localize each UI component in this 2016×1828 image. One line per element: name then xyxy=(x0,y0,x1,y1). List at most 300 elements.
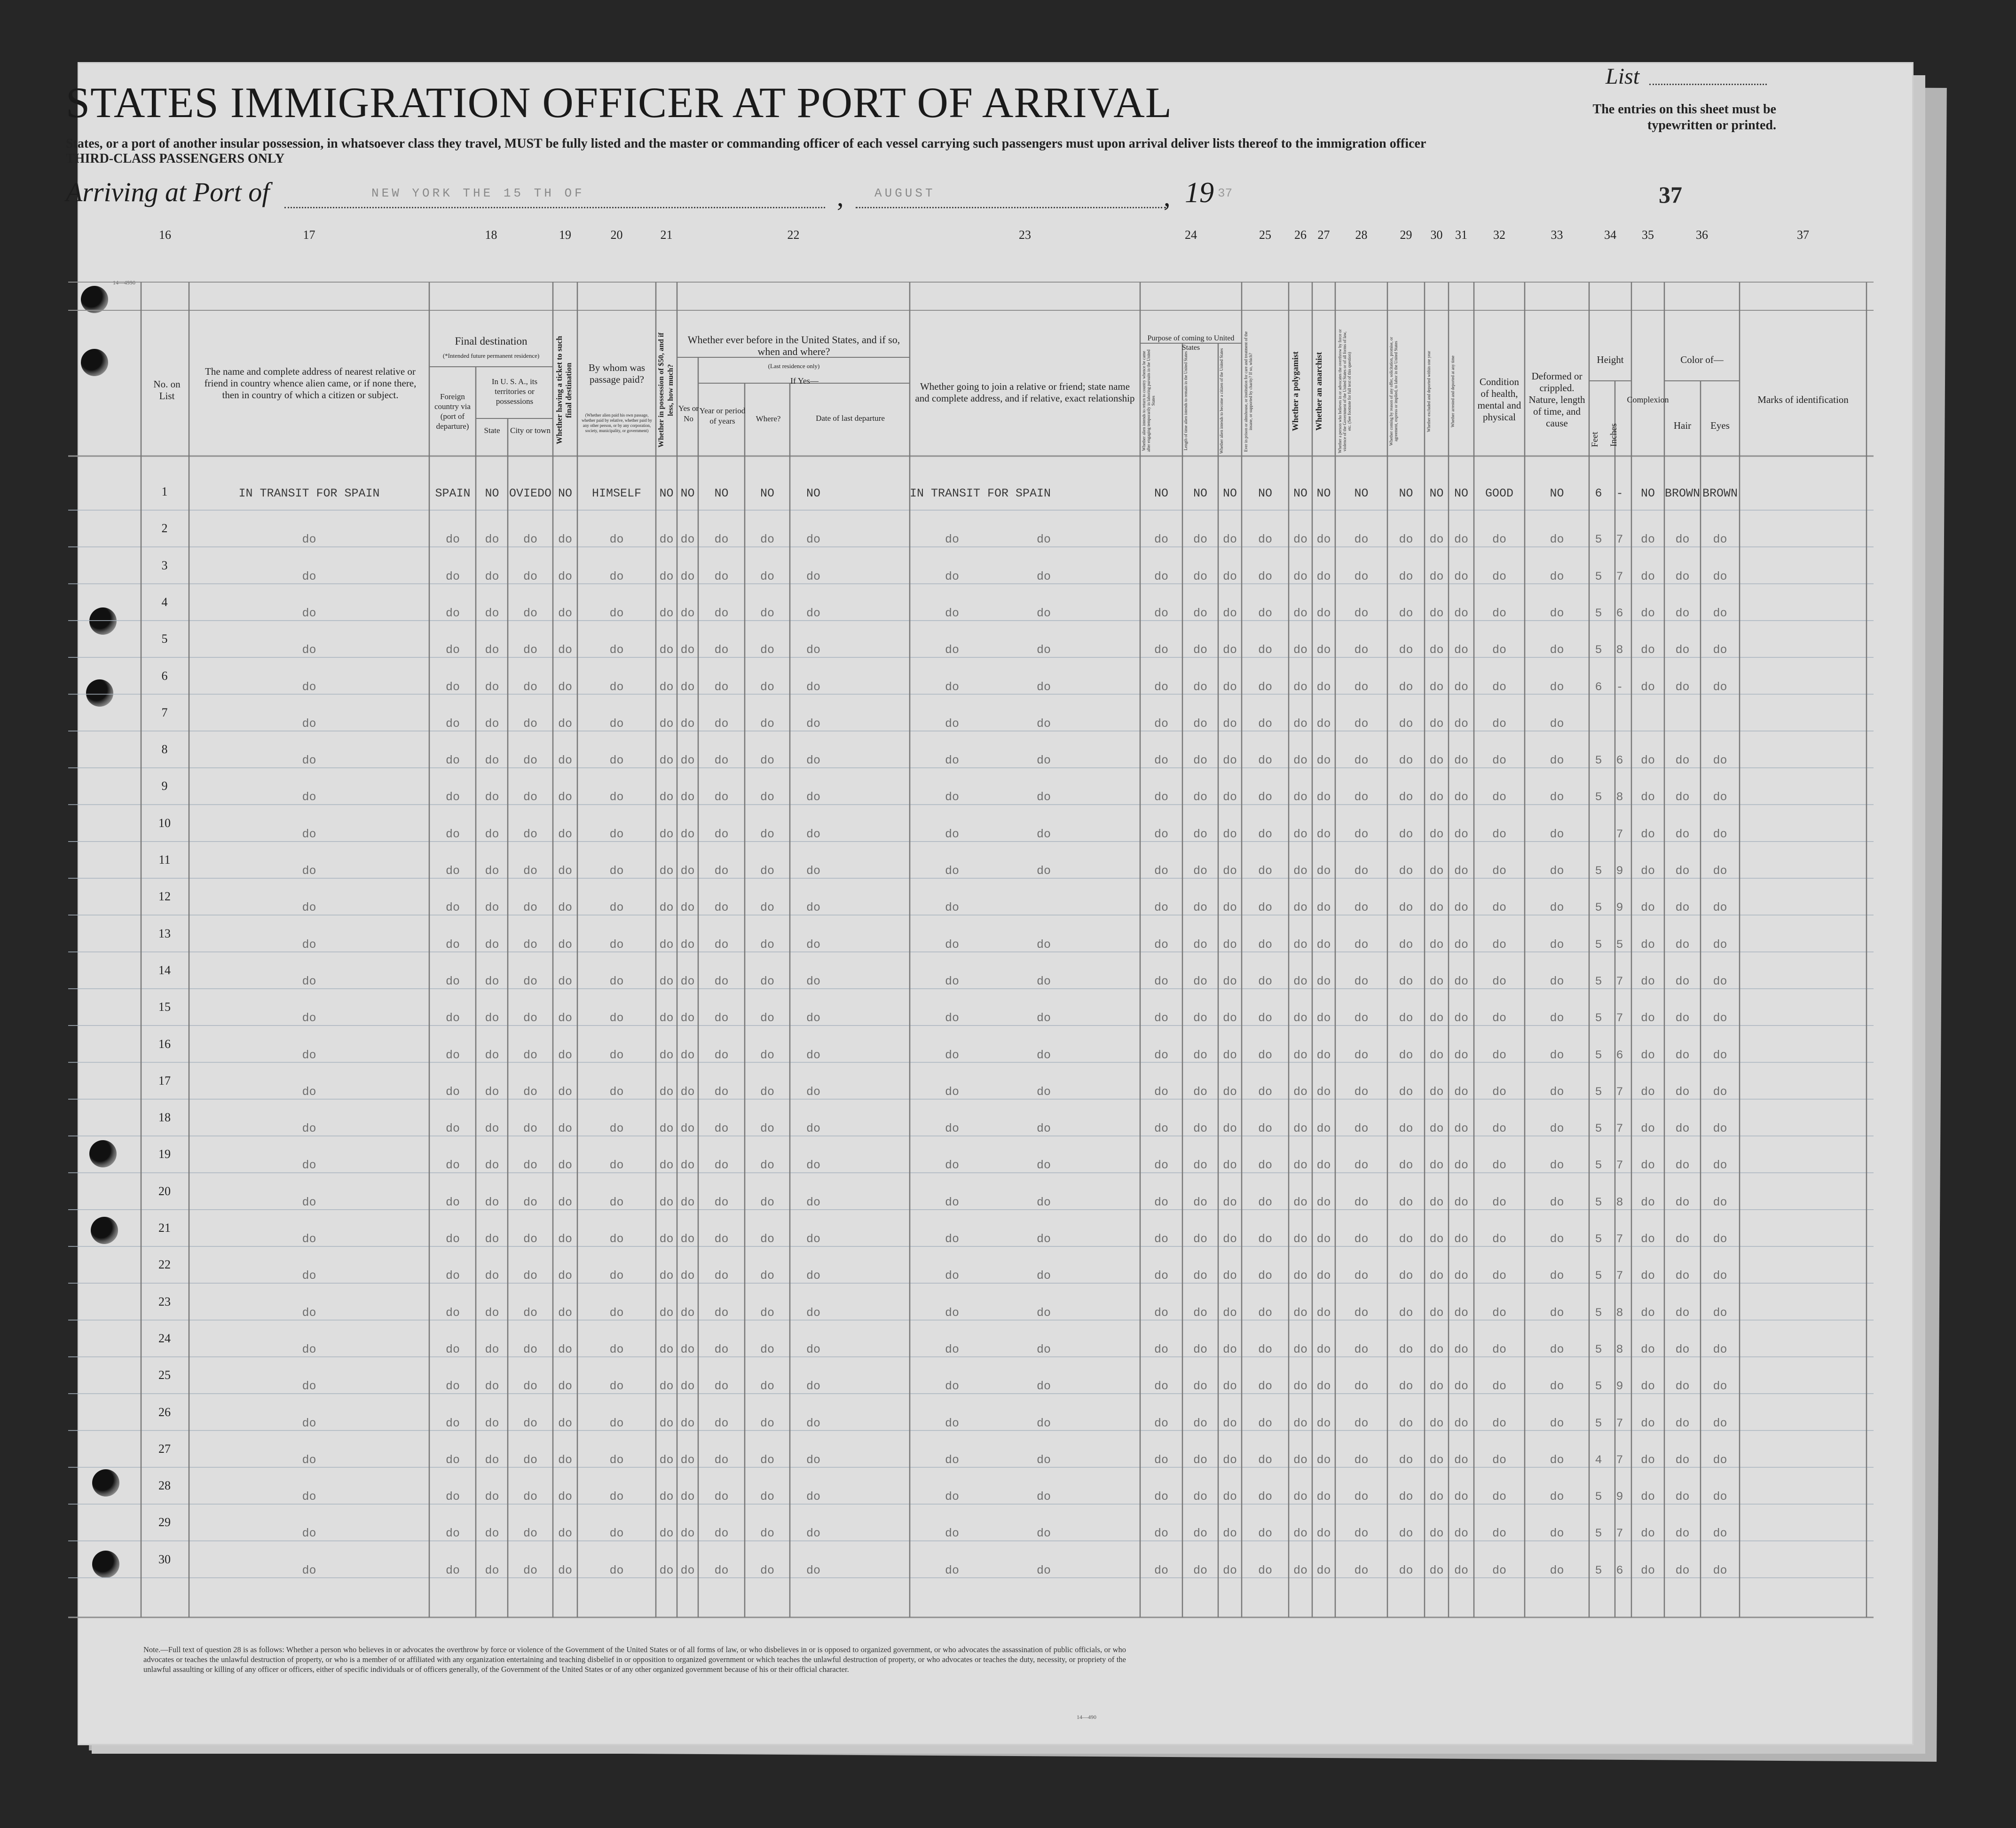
cell-deform: do xyxy=(1550,1158,1564,1173)
cell-join: do xyxy=(945,643,959,657)
cell-poly: do xyxy=(1293,1416,1307,1430)
cell-cond: do xyxy=(1492,533,1506,547)
cell-q30: do xyxy=(1429,1453,1444,1467)
cell-state: do xyxy=(485,1490,499,1504)
cell-join2: do xyxy=(1036,1011,1051,1025)
col-number: 22 xyxy=(787,228,800,242)
cell-ticket: do xyxy=(558,1048,572,1062)
cell-complexion: do xyxy=(1640,938,1655,952)
cell-eyes: do xyxy=(1713,1232,1727,1246)
cell-yn: do xyxy=(680,680,695,694)
cell-year: do xyxy=(714,938,729,952)
cell-passage: do xyxy=(609,1195,624,1209)
cell-prison: do xyxy=(1258,1306,1272,1320)
cell-p1: do xyxy=(1154,1122,1168,1136)
cell-relative: do xyxy=(302,974,316,988)
cell-anarch: do xyxy=(1316,1269,1331,1283)
cell-year: do xyxy=(714,569,729,583)
cell-q29: do xyxy=(1399,1416,1413,1430)
cell-q30: do xyxy=(1429,827,1444,841)
cell-state: do xyxy=(485,569,499,583)
port-value: NEW YORK THE 15 TH OF xyxy=(371,186,585,200)
cell-relative: do xyxy=(302,754,316,768)
cell-p3: NO xyxy=(1222,487,1237,500)
cell-passage: do xyxy=(609,1269,624,1283)
cell-eyes: do xyxy=(1713,1158,1727,1173)
cell-date: do xyxy=(806,1342,820,1356)
cell-hair: do xyxy=(1675,569,1690,583)
cell-hair: BROWN xyxy=(1664,487,1700,500)
cell-foreign: do xyxy=(445,1011,460,1025)
cell-p3: do xyxy=(1222,1453,1237,1467)
cell-q28: do xyxy=(1354,790,1369,804)
cell-relative: do xyxy=(302,717,316,731)
cell-complexion: do xyxy=(1640,1379,1655,1394)
cell-year: do xyxy=(714,1195,729,1209)
row-number: 25 xyxy=(158,1368,171,1382)
cell-city: do xyxy=(523,1306,537,1320)
cell-state: do xyxy=(485,680,499,694)
col-number: 18 xyxy=(485,228,497,242)
cell-deform: do xyxy=(1550,1416,1564,1430)
cell-deform: do xyxy=(1550,606,1564,620)
cell-state: do xyxy=(485,1195,499,1209)
cell-feet: 5 xyxy=(1595,533,1602,547)
cell-passage: do xyxy=(609,1011,624,1025)
cell-ticket: do xyxy=(558,1158,572,1173)
cell-p2: do xyxy=(1193,1342,1207,1356)
cell-yn: do xyxy=(680,1342,695,1356)
cell-city: do xyxy=(523,1269,537,1283)
cell-eyes: do xyxy=(1713,938,1727,952)
header-yes-no: Yes or No xyxy=(678,404,699,423)
cell-p2: do xyxy=(1193,1453,1207,1467)
cell-foreign: do xyxy=(445,754,460,768)
cell-anarch: do xyxy=(1316,1379,1331,1394)
col-number: 20 xyxy=(610,228,623,242)
cell-inches: - xyxy=(1616,487,1623,500)
cell-complexion: do xyxy=(1640,1011,1655,1025)
cell-q30: do xyxy=(1429,1563,1444,1577)
cell-cond: do xyxy=(1492,1306,1506,1320)
cell-q31: do xyxy=(1454,1342,1468,1356)
cell-q31: do xyxy=(1454,1085,1468,1099)
cell-complexion: do xyxy=(1640,606,1655,620)
cell-where: do xyxy=(760,1306,774,1320)
cell-complexion: do xyxy=(1640,901,1655,915)
cell-join2: do xyxy=(1036,680,1051,694)
year-value: 37 xyxy=(1218,186,1233,200)
cell-year: do xyxy=(714,1527,729,1541)
cell-fifty: do xyxy=(659,1306,674,1320)
cell-year: do xyxy=(714,1011,729,1025)
cell-foreign: do xyxy=(445,1379,460,1394)
cell-inches: 6 xyxy=(1616,754,1623,768)
cell-where: do xyxy=(760,1195,774,1209)
cell-cond: do xyxy=(1492,790,1506,804)
cell-q31: do xyxy=(1454,606,1468,620)
cell-q31: do xyxy=(1454,938,1468,952)
cell-join2: do xyxy=(1036,938,1051,952)
cell-foreign: do xyxy=(445,643,460,657)
cell-state: NO xyxy=(485,487,499,500)
cell-where: NO xyxy=(760,487,774,500)
cell-q28: do xyxy=(1354,1085,1369,1099)
cell-poly: do xyxy=(1293,533,1307,547)
cell-join: do xyxy=(945,1269,959,1283)
cell-state: do xyxy=(485,1306,499,1320)
cell-p3: do xyxy=(1222,533,1237,547)
cell-poly: do xyxy=(1293,1232,1307,1246)
cell-date: do xyxy=(806,1195,820,1209)
cell-q28: do xyxy=(1354,1306,1369,1320)
cell-complexion: do xyxy=(1640,827,1655,841)
cell-deform: do xyxy=(1550,1379,1564,1394)
cell-eyes: do xyxy=(1713,1563,1727,1577)
cell-join: do xyxy=(945,1563,959,1577)
cell-relative: do xyxy=(302,1379,316,1394)
cell-date: do xyxy=(806,1048,820,1062)
cell-prison: do xyxy=(1258,754,1272,768)
cell-p1: do xyxy=(1154,643,1168,657)
cell-yn: do xyxy=(680,1563,695,1577)
cell-complexion: do xyxy=(1640,1416,1655,1430)
cell-state: do xyxy=(485,1563,499,1577)
cell-feet: 5 xyxy=(1595,1527,1602,1541)
cell-q31: do xyxy=(1454,1563,1468,1577)
cell-cond: do xyxy=(1492,974,1506,988)
cell-p1: do xyxy=(1154,1195,1168,1209)
cell-ticket: do xyxy=(558,606,572,620)
cell-q29: do xyxy=(1399,790,1413,804)
header-final-destination: Final destination xyxy=(455,335,528,347)
cell-feet: 5 xyxy=(1595,1085,1602,1099)
cell-ticket: do xyxy=(558,1490,572,1504)
cell-inches: 7 xyxy=(1616,1011,1623,1025)
cell-passage: do xyxy=(609,1453,624,1467)
cell-complexion: do xyxy=(1640,1306,1655,1320)
form-title: STATES IMMIGRATION OFFICER AT PORT OF ARRIVAL xyxy=(66,79,1172,126)
cell-hair: do xyxy=(1675,606,1690,620)
cell-state: do xyxy=(485,533,499,547)
page-number: 37 xyxy=(1659,181,1682,208)
cell-eyes: do xyxy=(1713,1011,1727,1025)
cell-cond: do xyxy=(1492,1527,1506,1541)
cell-q31: do xyxy=(1454,1232,1468,1246)
cell-q31: do xyxy=(1454,827,1468,841)
cell-complexion: do xyxy=(1640,533,1655,547)
cell-p1: do xyxy=(1154,533,1168,547)
cell-anarch: do xyxy=(1316,717,1331,731)
cell-inches: 8 xyxy=(1616,643,1623,657)
cell-hair: do xyxy=(1675,827,1690,841)
cell-feet: 5 xyxy=(1595,1342,1602,1356)
cell-deform: do xyxy=(1550,1269,1564,1283)
cell-q29: do xyxy=(1399,754,1413,768)
cell-complexion: do xyxy=(1640,1563,1655,1577)
cell-inches: 7 xyxy=(1616,1527,1623,1541)
cell-p1: do xyxy=(1154,790,1168,804)
cell-p3: do xyxy=(1222,901,1237,915)
cell-q28: do xyxy=(1354,717,1369,731)
cell-ticket: do xyxy=(558,1342,572,1356)
cell-q31: do xyxy=(1454,1527,1468,1541)
cell-date: do xyxy=(806,1232,820,1246)
cell-p3: do xyxy=(1222,754,1237,768)
cell-q31: do xyxy=(1454,790,1468,804)
cell-deform: do xyxy=(1550,643,1564,657)
header-color-of: Color of— xyxy=(1680,354,1724,365)
cell-p2: do xyxy=(1193,754,1207,768)
cell-city: do xyxy=(523,1342,537,1356)
row-number: 14 xyxy=(158,963,171,977)
cell-where: do xyxy=(760,1490,774,1504)
cell-p3: do xyxy=(1222,864,1237,878)
cell-passage: do xyxy=(609,1527,624,1541)
cell-eyes: do xyxy=(1713,569,1727,583)
cell-state: do xyxy=(485,938,499,952)
cell-fifty: do xyxy=(659,938,674,952)
cell-year: do xyxy=(714,1085,729,1099)
cell-q31: do xyxy=(1454,864,1468,878)
cell-q29: do xyxy=(1399,1195,1413,1209)
cell-ticket: do xyxy=(558,569,572,583)
cell-relative: do xyxy=(302,1342,316,1356)
cell-p3: do xyxy=(1222,569,1237,583)
cell-city: do xyxy=(523,827,537,841)
cell-p3: do xyxy=(1222,1379,1237,1394)
cell-where: do xyxy=(760,901,774,915)
cell-ticket: do xyxy=(558,938,572,952)
cell-inches: 8 xyxy=(1616,790,1623,804)
cell-ticket: NO xyxy=(558,487,572,500)
cell-p3: do xyxy=(1222,1342,1237,1356)
cell-eyes: do xyxy=(1713,1342,1727,1356)
cell-q30: do xyxy=(1429,864,1444,878)
col-number: 25 xyxy=(1259,228,1271,242)
cell-p2: do xyxy=(1193,1416,1207,1430)
cell-where: do xyxy=(760,974,774,988)
cell-q28: do xyxy=(1354,1122,1369,1136)
cell-hair: do xyxy=(1675,643,1690,657)
cell-date: do xyxy=(806,1158,820,1173)
cell-city: do xyxy=(523,717,537,731)
cell-foreign: do xyxy=(445,1085,460,1099)
cell-feet: 5 xyxy=(1595,1048,1602,1062)
cell-inches: 7 xyxy=(1616,974,1623,988)
cell-join2: do xyxy=(1036,1158,1051,1173)
cell-ticket: do xyxy=(558,1306,572,1320)
cell-eyes: do xyxy=(1713,754,1727,768)
cell-fifty: do xyxy=(659,1232,674,1246)
footnote: Note.—Full text of question 28 is as follows: Whether a person who believes in or advocates the overthrow by force or violence of the Government of the United States or of all forms of law, or who disbelieves in or is opposed to organized government, or who advocates the assassination of public officials, or who advocates or teaches the unlawful destruction of property, or who is a member of or affiliated with any organization entertaining and teaching disbelief in or opposition to organized government or which teaches the unlawful destruction of property, or who advocates or teaches the duty, necessity, or propriety of the unlawful assaulting or killing of any officer or officers, either of specific individuals or of officers generally, of the Government of the United States or of any other organized government because of his or their official character. xyxy=(143,1645,1126,1674)
cell-yn: do xyxy=(680,533,695,547)
cell-yn: do xyxy=(680,938,695,952)
cell-cond: do xyxy=(1492,1379,1506,1394)
cell-poly: do xyxy=(1293,606,1307,620)
cell-poly: do xyxy=(1293,1158,1307,1173)
cell-year: do xyxy=(714,1306,729,1320)
header-purpose-b: Length of time alien intends to remain in the United States xyxy=(1183,351,1188,450)
cell-fifty: do xyxy=(659,1490,674,1504)
cell-p2: do xyxy=(1193,533,1207,547)
cell-inches: 8 xyxy=(1616,1342,1623,1356)
cell-year: do xyxy=(714,1416,729,1430)
cell-poly: NO xyxy=(1293,487,1307,500)
cell-join2: do xyxy=(1036,1563,1051,1577)
cell-foreign: do xyxy=(445,974,460,988)
cell-prison: do xyxy=(1258,1490,1272,1504)
row-number: 26 xyxy=(158,1405,171,1419)
list-line xyxy=(1649,84,1767,85)
cell-complexion: do xyxy=(1640,974,1655,988)
cell-poly: do xyxy=(1293,1453,1307,1467)
cell-city: do xyxy=(523,680,537,694)
cell-prison: do xyxy=(1258,1563,1272,1577)
cell-complexion: do xyxy=(1640,569,1655,583)
cell-date: do xyxy=(806,1122,820,1136)
cell-q28: do xyxy=(1354,1490,1369,1504)
cell-eyes: do xyxy=(1713,1527,1727,1541)
cell-p2: do xyxy=(1193,974,1207,988)
cell-city: do xyxy=(523,901,537,915)
cell-q29: do xyxy=(1399,1011,1413,1025)
cell-feet: 5 xyxy=(1595,1269,1602,1283)
cell-inches: 7 xyxy=(1616,827,1623,841)
cell-q30: do xyxy=(1429,1232,1444,1246)
cell-hair: do xyxy=(1675,1232,1690,1246)
cell-q28: do xyxy=(1354,1453,1369,1467)
cell-relative: do xyxy=(302,1011,316,1025)
cell-q28: do xyxy=(1354,1048,1369,1062)
cell-p3: do xyxy=(1222,1527,1237,1541)
cell-city: do xyxy=(523,790,537,804)
cell-q29: do xyxy=(1399,717,1413,731)
cell-foreign: do xyxy=(445,569,460,583)
cell-p1: do xyxy=(1154,1379,1168,1394)
cell-cond: do xyxy=(1492,1048,1506,1062)
cell-q29: do xyxy=(1399,1379,1413,1394)
cell-q28: do xyxy=(1354,938,1369,952)
cell-p2: do xyxy=(1193,1269,1207,1283)
cell-where: do xyxy=(760,569,774,583)
col-number: 19 xyxy=(559,228,571,242)
cell-where: do xyxy=(760,1048,774,1062)
cell-where: do xyxy=(760,1379,774,1394)
cell-passage: do xyxy=(609,1232,624,1246)
cell-date: do xyxy=(806,680,820,694)
cell-q30: do xyxy=(1429,717,1444,731)
cell-state: do xyxy=(485,1048,499,1062)
cell-passage: do xyxy=(609,827,624,841)
cell-foreign: do xyxy=(445,1232,460,1246)
cell-q29: NO xyxy=(1399,487,1413,500)
cell-hair: do xyxy=(1675,1158,1690,1173)
cell-ticket: do xyxy=(558,1232,572,1246)
cell-p1: do xyxy=(1154,938,1168,952)
cell-date: do xyxy=(806,717,820,731)
cell-poly: do xyxy=(1293,643,1307,657)
cell-prison: do xyxy=(1258,1122,1272,1136)
cell-prison: do xyxy=(1258,864,1272,878)
cell-fifty: do xyxy=(659,717,674,731)
cell-inches: - xyxy=(1616,680,1623,694)
cell-cond: do xyxy=(1492,1453,1506,1467)
cell-hair: do xyxy=(1675,680,1690,694)
cell-cond: GOOD xyxy=(1485,487,1513,500)
cell-relative: do xyxy=(302,1048,316,1062)
cell-prison: do xyxy=(1258,1416,1272,1430)
cell-poly: do xyxy=(1293,901,1307,915)
cell-p2: do xyxy=(1193,938,1207,952)
cell-feet: 6 xyxy=(1595,487,1602,500)
cell-eyes: do xyxy=(1713,901,1727,915)
cell-state: do xyxy=(485,864,499,878)
cell-join: do xyxy=(945,1232,959,1246)
cell-city: do xyxy=(523,1490,537,1504)
cell-q30: do xyxy=(1429,1416,1444,1430)
form-instructions: States, or a port of another insular possession, in whatsoever class they travel, MUST be fully listed and the master or commanding officer of each vessel carrying such passengers must upon arrival deliver lists thereof to the immigration officer xyxy=(66,136,1426,151)
cell-anarch: do xyxy=(1316,1563,1331,1577)
cell-p1: do xyxy=(1154,1527,1168,1541)
col-number: 21 xyxy=(660,228,673,242)
cell-cond: do xyxy=(1492,1122,1506,1136)
cell-ticket: do xyxy=(558,680,572,694)
cell-q29: do xyxy=(1399,680,1413,694)
cell-q30: do xyxy=(1429,754,1444,768)
cell-q30: do xyxy=(1429,569,1444,583)
cell-state: do xyxy=(485,827,499,841)
cell-date: do xyxy=(806,864,820,878)
cell-fifty: do xyxy=(659,569,674,583)
cell-p3: do xyxy=(1222,1085,1237,1099)
cell-relative: do xyxy=(302,1122,316,1136)
cell-fifty: do xyxy=(659,754,674,768)
cell-prison: do xyxy=(1258,1195,1272,1209)
row-number: 9 xyxy=(161,779,168,793)
cell-q29: do xyxy=(1399,901,1413,915)
cell-feet: 5 xyxy=(1595,864,1602,878)
cell-relative: do xyxy=(302,938,316,952)
cell-date: do xyxy=(806,1011,820,1025)
cell-deform: NO xyxy=(1550,487,1564,500)
cell-city: do xyxy=(523,1232,537,1246)
cell-q30: do xyxy=(1429,533,1444,547)
cell-q30: do xyxy=(1429,1122,1444,1136)
cell-q30: do xyxy=(1429,1490,1444,1504)
cell-city: do xyxy=(523,754,537,768)
cell-p1: do xyxy=(1154,1232,1168,1246)
cell-passage: do xyxy=(609,1306,624,1320)
cell-p2: do xyxy=(1193,606,1207,620)
cell-q29: do xyxy=(1399,1563,1413,1577)
row-number: 7 xyxy=(161,705,168,719)
cell-passage: do xyxy=(609,754,624,768)
cell-anarch: do xyxy=(1316,569,1331,583)
cell-fifty: do xyxy=(659,1269,674,1283)
cell-p2: do xyxy=(1193,1158,1207,1173)
cell-deform: do xyxy=(1550,1195,1564,1209)
form-number-top: 14—4990 xyxy=(113,279,135,286)
cell-fifty: do xyxy=(659,1563,674,1577)
cell-ticket: do xyxy=(558,864,572,878)
cell-passage: HIMSELF xyxy=(591,487,642,500)
header-last-residence: (Last residence only) xyxy=(768,362,820,370)
col-number: 23 xyxy=(1019,228,1031,242)
cell-city: do xyxy=(523,643,537,657)
cell-eyes: do xyxy=(1713,680,1727,694)
cell-p2: do xyxy=(1193,1048,1207,1062)
